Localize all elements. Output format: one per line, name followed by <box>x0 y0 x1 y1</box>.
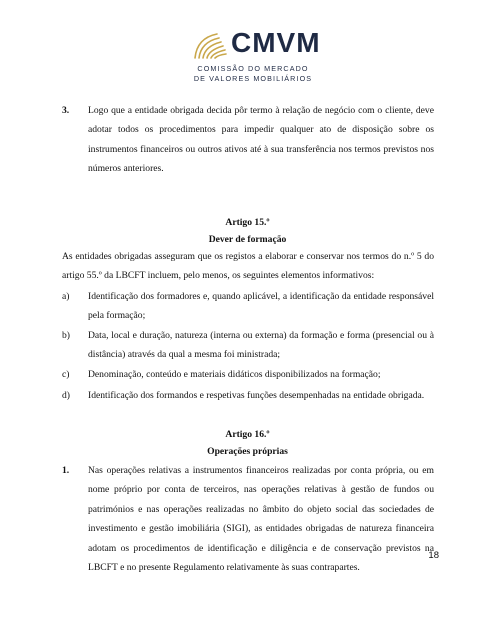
list-item-label-b: b) <box>62 330 70 341</box>
logo-subtitle-line2: DE VALORES MOBILIÁRIOS <box>193 74 313 83</box>
artigo-16-title: Artigo 16.º <box>225 429 270 440</box>
list-item-label-d: d) <box>62 390 70 401</box>
list-item-label-c: c) <box>62 369 70 380</box>
artigo-16-subtitle: Operações próprias <box>207 446 288 457</box>
artigo-16-number: 1. <box>62 465 70 476</box>
list-item-text-b: Data, local e duração, natureza (interna ou externa) da formação e forma (presencial ou à distância) através da qual a mesma foi ministrada; <box>88 330 434 361</box>
cmvm-logo <box>193 22 321 84</box>
cmvm-logo-icon <box>193 30 229 60</box>
page-number: 18 <box>428 550 439 561</box>
section-3-number: 3. <box>62 105 70 116</box>
list-item-text-c: Denominação, conteúdo e materiais didáticos disponibilizados na formação; <box>88 369 381 380</box>
logo-subtitle-line1: COMISSÃO DO MERCADO <box>197 64 309 73</box>
artigo-16-text: Nas operações relativas a instrumentos financeiros realizadas por conta própria, ou em nome próprio por conta de terceiros, nas operações relativas à gestão de fundos ou patrimónios e nas operações realizadas no âmbito do objeto social das sociedades de investimento e gestão imobiliária (SIGI), as entidades obrigadas de natureza financeira adotam os procedimentos de identificação e diligência e de conservação previstos na LBCFT e no presente Regulamento relativamente às suas contrapartes. <box>88 465 434 574</box>
artigo-15-subtitle: Dever de formação <box>208 234 287 245</box>
artigo-15-title: Artigo 15.º <box>225 217 270 228</box>
list-item-label-a: a) <box>62 291 70 302</box>
section-3-text: Logo que a entidade obrigada decida pôr termo à relação de negócio com o cliente, deve adotar todos os procedimentos para impedir qualquer ato de disposição sobre os instrumentos financeiros ou outros ativos até à sua transferência nos termos previstos nos números anteriores. <box>88 105 434 175</box>
artigo-15-intro: As entidades obrigadas asseguram que os registos a elaborar e conservar nos termos do n.º 5 do artigo 55.º da LBCFT incluem, pelo menos, os seguintes elementos informativos: <box>62 251 434 282</box>
list-item-text-d: Identificação dos formandos e respetivas funções desempenhadas na entidade obrigada. <box>88 390 425 401</box>
logo-wordmark: CMVM <box>231 27 321 58</box>
list-item-text-a: Identificação dos formadores e, quando aplicável, a identificação da entidade responsável pela formação; <box>88 291 434 322</box>
